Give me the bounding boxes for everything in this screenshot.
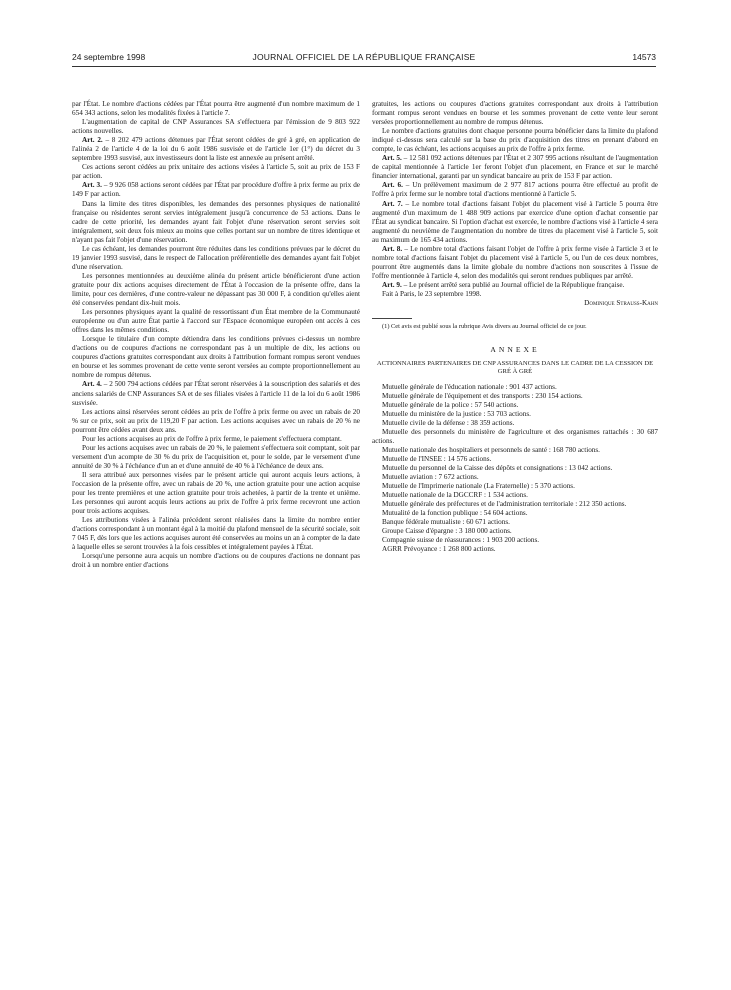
paragraph-text: Les personnes physiques ayant la qualité de ressortissant d'un État membre de la Communauté européenne ou d'un autre État partie à l'accord sur l'Espace économique européen ont accès à ces offres dans les mêmes conditions.: [72, 308, 360, 335]
shareholder-item: Mutuelle générale de l'éducation nationale : 901 437 actions.: [382, 382, 557, 391]
paragraph-text: Le cas échéant, les demandes pourront être réduites dans les conditions prévues par le décret du 19 janvier 1993 susvisé, dans le respect de l'allocation préférentielle des demandes ayant fait l'objet d'une réservation.: [72, 244, 360, 271]
paragraph: [72, 136, 360, 163]
footnote: (1) Cet avis est publié sous la rubrique Avis divers au Journal officiel de ce jour.: [382, 323, 587, 331]
paragraph-text: Pour les actions acquises avec un rabais de 20 %, le paiement s'effectuera soit comptant, soit par versement d'un acompte de 30 % du prix de l'acquisition et, pour le solde, par le versement d'une annuité de 30 % à l'échéance d'un an et d'une annuité de 40 % à l'échéance de deux ans.: [72, 443, 360, 470]
paragraph-text: Les actions ainsi réservées seront cédées au prix de l'offre à prix ferme ou avec un rabais de 20 % sur ce prix, soit au prix de 119,20 F par action. Les actions acquises avec un rabais de 20 % ne pourront être cédées avant deux ans.: [72, 407, 360, 434]
paragraph-text: – Le nombre total d'actions faisant l'objet de l'offre à prix ferme visée à l'article 3 et le nombre total d'actions faisant l'objet du placement visé à l'article 5, ou l'un de ces deux nombres, pourront être augmentés dans la limite globale du nombre d'actions non souscrites à l'issue de l'offre mentionnée à l'article 4, selon des modalités qui seront rendues publiques par arrêté.: [372, 244, 658, 280]
footnote-rule: [372, 318, 412, 319]
paragraph: [72, 245, 360, 272]
paragraph-text: – Le nombre total d'actions faisant l'objet du placement visé à l'article 5 pourra être augmenté d'un maximum de 1 488 909 actions par exercice d'une option d'achat consentie par l'État au syndicat bancaire. Si l'option d'achat est exercée, le nombre d'actions visé à l'article 4 sera augmenté du neuvième de l'augmentation du nombre de titres du placement visé à l'article 5, soit au maximum de 165 434 actions.: [372, 199, 658, 244]
paragraph-text: Ces actions seront cédées au prix unitaire des actions visées à l'article 5, soit au prix de 153 F par action.: [72, 163, 360, 181]
paragraph-text: Dans la limite des titres disponibles, les demandes des personnes physiques de nationalité française ou résidentes seront servies intégralement jusqu'à concurrence de 53 actions. Dans le cadre de cette priorité, les demandes ayant fait l'objet d'une réservation seront servies soit intégralement, soit deux fois mieux au moins que celles portant sur un nombre de titres identique et n'ayant pas fait l'objet d'une réservation.: [72, 199, 360, 244]
annexe-title: ANNEXE: [490, 345, 540, 355]
paragraph: [372, 200, 658, 245]
paragraph-text: – Un prélèvement maximum de 2 977 817 actions pourra être effectué au profit de l'offre à prix ferme sur le nombre total d'actions mentionné à l'article 5.: [372, 181, 658, 199]
annexe-subtitle: ACTIONNAIRES PARTENAIRES DE CNP ASSURANCES DANS LE CADRE DE LA CESSION DE GRÉ À GRÉ: [376, 360, 654, 376]
paragraph: [72, 181, 360, 199]
paragraph-text: Il sera attribué aux personnes visées par le présent article qui auront acquis leurs actions, à l'occasion de la présente offre, avec un rabais de 20 %, une action gratuite pour une action acquise pour les trente premières et une action gratuite pour trois achetées, à partir de la trente et unième. Les personnes qui auront acquis leurs actions au prix de l'offre à prix ferme recevront une action pour trois actions acquises.: [72, 470, 360, 516]
paragraph-text: – 8 202 479 actions détenues par l'État seront cédées de gré à gré, en application de l'alinéa 2 de l'article 4 de la loi du 6 août 1986 susvisée et de l'article 1er (1°) du décret du 3 septembre 1993 susvisé, aux investisseurs dont la liste est annexée au présent arrêté.: [72, 136, 360, 163]
shareholder-item: Mutuelle du ministère de la justice : 53 703 actions.: [382, 409, 531, 418]
made-at: Fait à Paris, le 23 septembre 1998.: [382, 289, 482, 298]
paragraph: [372, 100, 658, 127]
paragraph-text: Lorsque le titulaire d'un compte détiendra dans les conditions prévues ci-dessus un nombre d'actions ou de coupures d'actions ne correspondant pas à un multiple de dix, les actions ou coupures d'actions gratuites correspondant aux droits à l'attribution formant rompus seront vendues en bourse et les sommes provenant de cette vente seront versées au compte proportionnellement au nombre de rompus détenus.: [72, 335, 360, 380]
shareholder-item: Mutuelle générale des préfectures et de l'administration territoriale : 212 350 actions.: [382, 500, 627, 509]
paragraph: [72, 471, 360, 516]
paragraph-text: – 12 581 092 actions détenues par l'État et 2 307 995 actions résultant de l'augmentation de capital mentionnée à l'article 1er feront l'objet d'un placement, en France et sur le marché financier international, garanti par un syndicat bancaire au prix de 153 F par action.: [372, 154, 659, 181]
header-title: JOURNAL OFFICIEL DE LA RÉPUBLIQUE FRANÇAISE: [252, 52, 476, 62]
paragraph: [72, 272, 360, 308]
paragraph-text: Le nombre d'actions gratuites dont chaque personne pourra bénéficier dans la limite du plafond indiqué ci-dessus sera calculé sur la base du prix d'acquisition des titres en prenant d'abord en compte, le cas échéant, les actions acquises au prix de l'offre à prix ferme.: [372, 127, 658, 154]
paragraph-text: – 9 926 058 actions seront cédées par l'État par procédure d'offre à prix ferme au prix de 149 F par action.: [72, 181, 360, 199]
shareholder-item: Mutuelle générale de l'équipement et des transports : 230 154 actions.: [382, 391, 583, 400]
shareholder-item: Mutuelle de l'INSEE : 14 576 actions.: [382, 454, 492, 463]
shareholder-item: Mutuelle de l'Imprimerie nationale (La Fraternelle) : 5 370 actions.: [382, 482, 575, 491]
paragraph: [372, 245, 658, 281]
shareholder-item: Mutuelle nationale des hospitaliers et personnels de santé : 168 780 actions.: [382, 445, 600, 454]
page-header: [72, 52, 656, 66]
article-number: Art. 9.: [382, 280, 402, 289]
article-number: Art. 6.: [382, 181, 403, 190]
shareholder-item: AGRR Prévoyance : 1 268 800 actions.: [382, 545, 496, 554]
article-number: Art. 2.: [82, 136, 103, 145]
shareholder-item: Mutualité de la fonction publique : 54 604 actions.: [382, 509, 528, 518]
paragraph-text: par l'État. Le nombre d'actions cédées par l'État pourra être augmenté d'un nombre maximum de 1 654 343 actions, selon les modalités fixées à l'article 7.: [72, 100, 360, 118]
shareholder-item: Mutuelle aviation : 7 672 actions.: [382, 473, 479, 481]
paragraph-text: Les attributions visées à l'alinéa précédent seront réalisées dans la limite du nombre entier d'actions correspondant à un montant égal à la moitié du plafond mensuel de la sécurité sociale, soit 7 045 F, dès lors que les actions acquises auront été conservées au moins un an à compter de la date à laquelle elles se seront trouvées à la fois cessibles et intégralement payées à l'État.: [72, 516, 360, 552]
article-number: Art. 8.: [382, 244, 403, 253]
paragraph: [372, 181, 658, 199]
paragraph: [72, 408, 360, 435]
paragraph: [72, 100, 360, 118]
paragraph-text: Lorsqu'une personne aura acquis un nombre d'actions ou de coupures d'actions ne donnant pas droit à un nombre entier d'actions: [72, 552, 360, 570]
paragraph: [72, 444, 360, 471]
paragraph-text: Les personnes mentionnées au deuxième alinéa du présent article bénéficieront d'une action gratuite pour dix actions acquises directement de l'État à l'occasion de la présente offre, dans la limite, pour ces dernières, d'une contre-valeur ne dépassant pas 30 000 F, à condition qu'elles aient été conservées pendant dix-huit mois.: [72, 271, 360, 308]
article-number: Art. 7.: [382, 199, 403, 208]
paragraph-text: gratuites, les actions ou coupures d'actions gratuites correspondant aux droits à l'attribution formant rompus seront vendues en bourse et les sommes provenant de cette vente leur seront versées proportionnellement au nombre de rompus détenus.: [372, 100, 658, 127]
articles-block: [372, 100, 658, 290]
paragraph: [372, 127, 658, 154]
paragraph: [72, 552, 360, 570]
left-column: [72, 100, 360, 570]
page-number: 14573: [632, 52, 656, 62]
paragraph-text: – 2 500 794 actions cédées par l'État seront réservées à la souscription des salariés et des anciens salariés de CNP Assurances SA et de ses filiales visées à l'article 11 de la loi du 6 août 1986 susvisée.: [72, 380, 360, 407]
annexe-list: [372, 383, 658, 555]
shareholder-item: Mutuelle nationale de la DGCCRF : 1 534 actions.: [382, 491, 528, 500]
paragraph: [72, 335, 360, 380]
paragraph: [372, 281, 658, 290]
shareholder-item: Banque fédérale mutualiste : 60 671 actions.: [382, 518, 510, 527]
article-number: Art. 3.: [82, 181, 102, 190]
header-date: 24 septembre 1998: [72, 52, 146, 62]
paragraph-text: Pour les actions acquises au prix de l'offre à prix ferme, le paiement s'effectuera comptant.: [82, 434, 342, 443]
header-rule: [72, 66, 656, 67]
shareholder-item: Mutuelle du personnel de la Caisse des dépôts et consignations : 13 042 actions.: [382, 463, 613, 472]
paragraph: [72, 200, 360, 245]
shareholder-item: Groupe Caisse d'épargne : 3 180 000 actions.: [382, 527, 512, 536]
paragraph: [72, 308, 360, 335]
shareholder-item: Mutuelle des personnels du ministère de l'agriculture et des organismes rattachés : 30 687 actions.: [372, 427, 658, 445]
paragraph: [72, 380, 360, 407]
shareholder-item: Compagnie suisse de réassurances : 1 903 200 actions.: [382, 536, 540, 545]
paragraph: [372, 154, 658, 181]
shareholder-item: Mutuelle civile de la défense : 38 359 actions.: [382, 418, 515, 427]
right-column: [372, 100, 658, 554]
article-number: Art. 5.: [382, 154, 402, 163]
paragraph: [72, 516, 360, 552]
paragraph: [72, 118, 360, 136]
paragraph: [72, 163, 360, 181]
paragraph: [72, 435, 360, 444]
paragraph-text: L'augmentation de capital de CNP Assurances SA s'effectuera par l'émission de 9 803 922 actions nouvelles.: [72, 118, 360, 136]
shareholder-item: Mutuelle générale de la police : 57 540 actions.: [382, 400, 519, 409]
signatory: Dominique Strauss-Kahn: [584, 299, 658, 308]
paragraph-text: – Le présent arrêté sera publié au Journal officiel de la République française.: [401, 280, 625, 289]
article-number: Art. 4.: [82, 380, 102, 389]
